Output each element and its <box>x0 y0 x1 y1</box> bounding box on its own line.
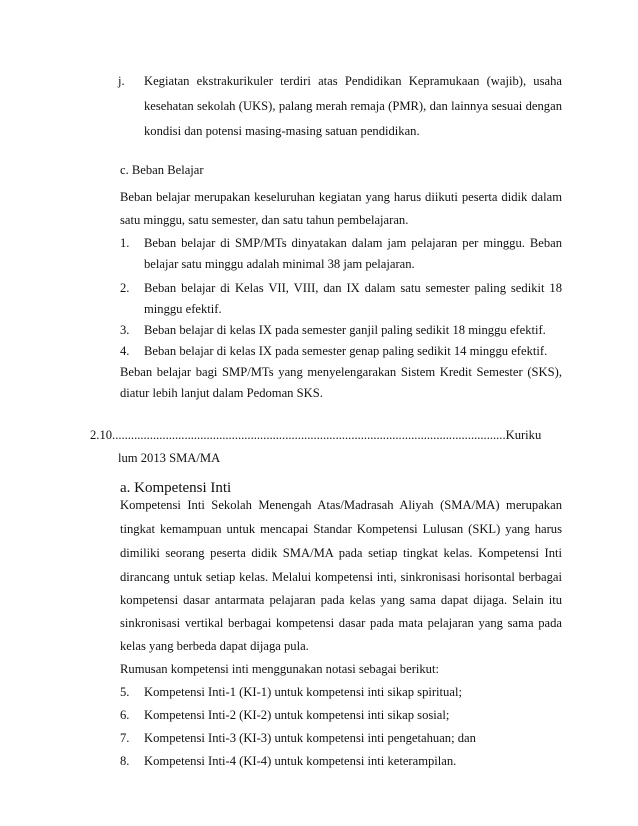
ki-item-7-number: 7. <box>120 731 130 745</box>
kompetensi-para-line-7: kelas yang berbeda dapat dijaga pula. <box>120 639 309 653</box>
section-heading-line-2: lum 2013 SMA/MA <box>118 451 221 465</box>
item-j-line-1: Kegiatan ekstrakurikuler terdiri atas Pendidikan Kepramukaan (wajib), usaha <box>144 74 562 88</box>
beban-item-3-line-1: Beban belajar di kelas IX pada semester ganjil paling sedikit 18 minggu efektif. <box>144 323 546 337</box>
ki-item-7-text: Kompetensi Inti-3 (KI-3) untuk kompetensi inti pengetahuan; dan <box>144 731 476 745</box>
kompetensi-para-line-3: dimiliki seorang peserta didik SMA/MA pada setiap tingkat kelas. Kompetensi Inti <box>120 546 562 560</box>
beban-intro-line-1: Beban belajar merupakan keseluruhan kegiatan yang harus diikuti peserta didik dalam <box>120 190 562 204</box>
kompetensi-para-line-2: tingkat kemampuan untuk mencapai Standar Kompetensi Lulusan (SKL) yang harus <box>120 522 562 536</box>
beban-closing-line-2: diatur lebih lanjut dalam Pedoman SKS. <box>120 386 323 400</box>
beban-closing-line-1: Beban belajar bagi SMP/MTs yang menyelengarakan Sistem Kredit Semester (SKS), <box>120 365 562 379</box>
ki-item-6-text: Kompetensi Inti-2 (KI-2) untuk kompetensi inti sikap sosial; <box>144 708 450 722</box>
item-j-line-2: kesehatan sekolah (UKS), palang merah remaja (PMR), dan lainnya sesuai dengan <box>144 99 562 113</box>
beban-item-4-line-1: Beban belajar di kelas IX pada semester genap paling sedikit 14 minggu efektif. <box>144 344 548 358</box>
beban-item-2-line-2: minggu efektif. <box>144 302 222 316</box>
ki-item-8-number: 8. <box>120 754 130 768</box>
kompetensi-para-line-6: sinkronisasi vertikal berbagai kompetensi dasar pada mata pelajaran yang sama pada <box>120 616 562 630</box>
ki-item-5-text: Kompetensi Inti-1 (KI-1) untuk kompetensi inti sikap spiritual; <box>144 685 462 699</box>
ki-item-5-number: 5. <box>120 685 130 699</box>
kompetensi-para-line-5: kompetensi dasar antarmata pelajaran pada kelas yang sama dapat dijaga. Selain itu <box>120 593 562 607</box>
section-heading-line-1: 2.10.............................................................................................................................Kuriku <box>90 428 542 442</box>
beban-item-4-number: 4. <box>120 344 130 358</box>
list-marker-j: j. <box>118 74 125 88</box>
beban-item-1-line-1: Beban belajar di SMP/MTs dinyatakan dalam jam pelajaran per minggu. Beban <box>144 236 562 250</box>
beban-intro-line-2: satu minggu, satu semester, dan satu tahun pembelajaran. <box>120 213 409 227</box>
item-j-line-3: kondisi dan potensi masing-masing satuan pendidikan. <box>144 124 420 138</box>
kompetensi-heading: a. Kompetensi Inti <box>120 480 232 496</box>
beban-heading: c. Beban Belajar <box>120 163 204 177</box>
beban-item-1-line-2: belajar satu minggu adalah minimal 38 jam pelajaran. <box>144 257 415 271</box>
beban-item-1-number: 1. <box>120 236 130 250</box>
ki-item-8-text: Kompetensi Inti-4 (KI-4) untuk kompetensi inti keterampilan. <box>144 754 457 768</box>
kompetensi-para-line-1: Kompetensi Inti Sekolah Menengah Atas/Madrasah Aliyah (SMA/MA) merupakan <box>120 498 562 512</box>
beban-item-3-number: 3. <box>120 323 130 337</box>
rumusan-line: Rumusan kompetensi inti menggunakan notasi sebagai berikut: <box>120 662 439 676</box>
beban-item-2-line-1: Beban belajar di Kelas VII, VIII, dan IX dalam satu semester paling sedikit 18 <box>144 281 562 295</box>
ki-item-6-number: 6. <box>120 708 130 722</box>
beban-item-2-number: 2. <box>120 281 130 295</box>
kompetensi-para-line-4: dirancang untuk setiap kelas. Melalui kompetensi inti, sinkronisasi horisontal berbagai <box>120 570 562 584</box>
